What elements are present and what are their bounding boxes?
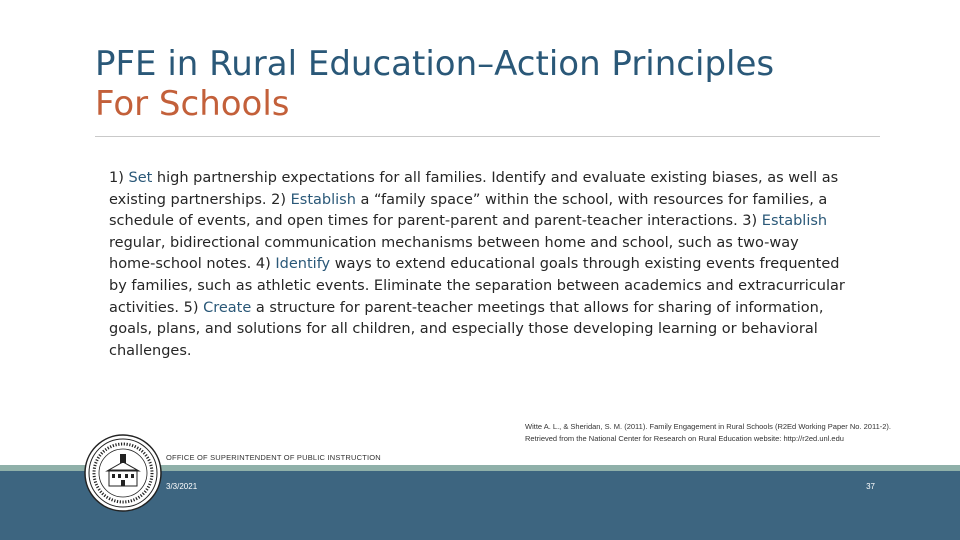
principle-2: 2) Establish a “family space” within the school, with resources for families, a schedule of events, and open times for parent-parent and parent-teacher interactions. (109, 191, 828, 230)
title-divider (95, 136, 880, 137)
state-seal-icon (84, 434, 162, 512)
principles-paragraph (109, 168, 849, 362)
principle-3: 3) Establish regular, bidirectional communication mechanisms between home and school, such as two-way home-school notes. (109, 213, 828, 273)
title-line-1: PFE in Rural Education–Action Principles (95, 44, 775, 84)
title-line-2: For Schools (95, 84, 290, 124)
slide-title (95, 44, 895, 124)
principle-1: 1) Set high partnership expectations for all families. Identify and evaluate existing biases, as well as existing partnerships. (109, 170, 839, 208)
principle-5: 5) Create a structure for parent-teacher meetings that allows for sharing of information, goals, plans, and solutions for all children, and especially those developing learning or behavioral challenges. (109, 299, 824, 359)
slide-date: 3/3/2021 (166, 482, 198, 491)
office-name: OFFICE OF SUPERINTENDENT OF PUBLIC INSTRUCTION (166, 453, 381, 462)
citation: Witte A. L., & Sheridan, S. M. (2011). Family Engagement in Rural Schools (R2Ed Working Paper No. 2011-2). Retrieved from the National Center for Research on Rural Education website: http://r2ed.unl.edu (525, 422, 891, 443)
slide-number: 37 (866, 482, 875, 491)
principle-4: 4) Identify ways to extend educational goals through existing events frequented by families, such as athletic events. Eliminate the separation between academics and extracurricular activities. (109, 256, 845, 316)
